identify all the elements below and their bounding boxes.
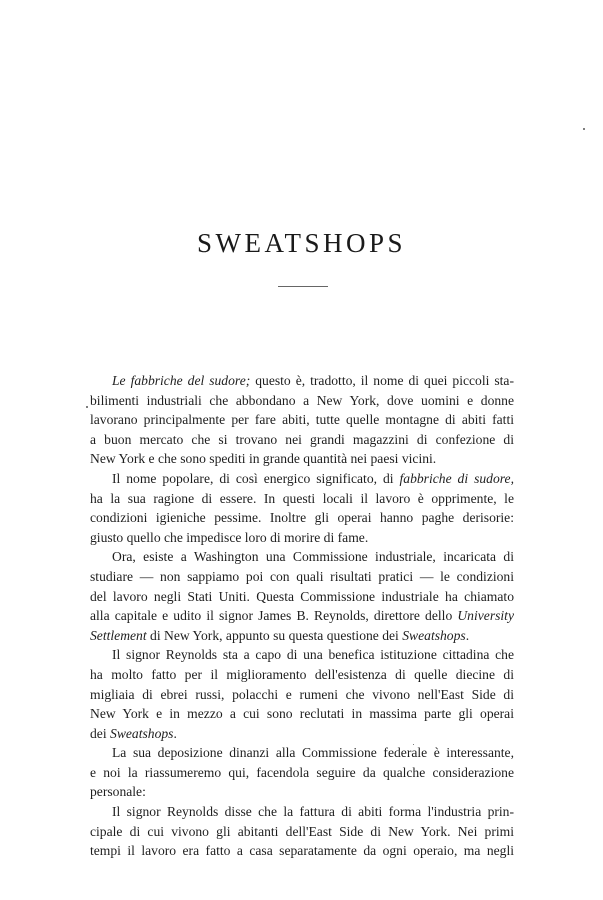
page-title: SWEATSHOPS xyxy=(196,228,407,258)
text-line: alla capitale e udito il signor James B. Reynolds, direttore dello University xyxy=(90,608,514,624)
text-line: La sua deposizione dinanzi alla Commissione federale è interessante, xyxy=(112,745,514,761)
text-line: lavorano principalmente per fare abiti, tutte quelle montagne di abiti fatti xyxy=(90,412,514,428)
text-line: del lavoro negli Stati Uniti. Questa Commissione industriale ha chiamato xyxy=(90,588,514,604)
text-line: bilimenti industriali che abbondano a New York, dove uomini e donne xyxy=(90,392,514,408)
paragraph xyxy=(90,547,514,645)
paragraph xyxy=(90,371,514,469)
text-line: Il nome popolare, di così energico significato, di fabbriche di sudore, xyxy=(112,470,514,486)
paragraph xyxy=(90,645,514,743)
scan-speck xyxy=(413,744,414,745)
text-line: personale: xyxy=(90,784,146,800)
paragraph xyxy=(90,743,514,802)
text-line: cipale di cui vivono gli abitanti dell'East Side di New York. Nei primi xyxy=(90,823,514,839)
text-line: New York e che sono spediti in grande quantità nei paesi vicini. xyxy=(90,451,437,467)
scan-speck xyxy=(86,406,88,408)
text-line: ha la sua ragione di essere. In questi locali il lavoro è opprimente, le xyxy=(90,490,514,506)
text-line: e noi la riassumeremo qui, facendola seguire da qualche considerazione xyxy=(90,764,514,780)
text-line: Il signor Reynolds sta a capo di una benefica istituzione cittadina che xyxy=(112,647,514,663)
text-line: Settlement di New York, appunto su questa questione dei Sweatshops. xyxy=(90,627,470,643)
italic-phrase: Sweatshops xyxy=(110,725,174,741)
text-line: Le fabbriche del sudore; questo è, tradotto, il nome di quei piccoli sta- xyxy=(112,373,514,388)
title-divider xyxy=(278,286,328,287)
text-line: Il signor Reynolds disse che la fattura di abiti forma l'industria prin- xyxy=(112,804,514,820)
text-line: ha molto fatto per il miglioramento dell'esistenza di quelle diecine di xyxy=(90,666,514,682)
text-line: migliaia di ebrei russi, polacchi e rumeni che vivono nell'East Side di xyxy=(90,686,514,702)
scan-speck xyxy=(583,128,585,130)
italic-phrase: fabbriche di sudore, xyxy=(399,470,514,486)
text-line: New York e in mezzo a cui sono reclutati in massima parte gli operai xyxy=(90,706,514,722)
italic-phrase: Le fabbriche del sudore; xyxy=(112,373,251,388)
text-line: a buon mercato che si trovano nei grandi magazzini di confezione di xyxy=(90,431,514,447)
paragraph xyxy=(90,469,514,547)
text-line: tempi il lavoro era fatto a casa separatamente da ogni operaio, ma negli xyxy=(90,843,514,859)
italic-phrase: Sweatshops xyxy=(402,627,466,643)
italic-phrase: Settlement xyxy=(90,627,147,643)
paragraph xyxy=(90,802,514,861)
italic-phrase: University xyxy=(457,608,514,624)
text-line: condizioni igieniche pessime. Inoltre gli operai hanno paghe derisorie: xyxy=(90,510,514,526)
text-line: studiare — non sappiamo poi con quali risultati pratici — le condizioni xyxy=(90,568,514,584)
text-line: dei Sweatshops. xyxy=(90,725,177,741)
text-line: Ora, esiste a Washington una Commissione industriale, incaricata di xyxy=(112,549,514,565)
body-text xyxy=(90,371,514,861)
text-line: giusto quello che impedisce loro di morire di fame. xyxy=(90,529,369,545)
